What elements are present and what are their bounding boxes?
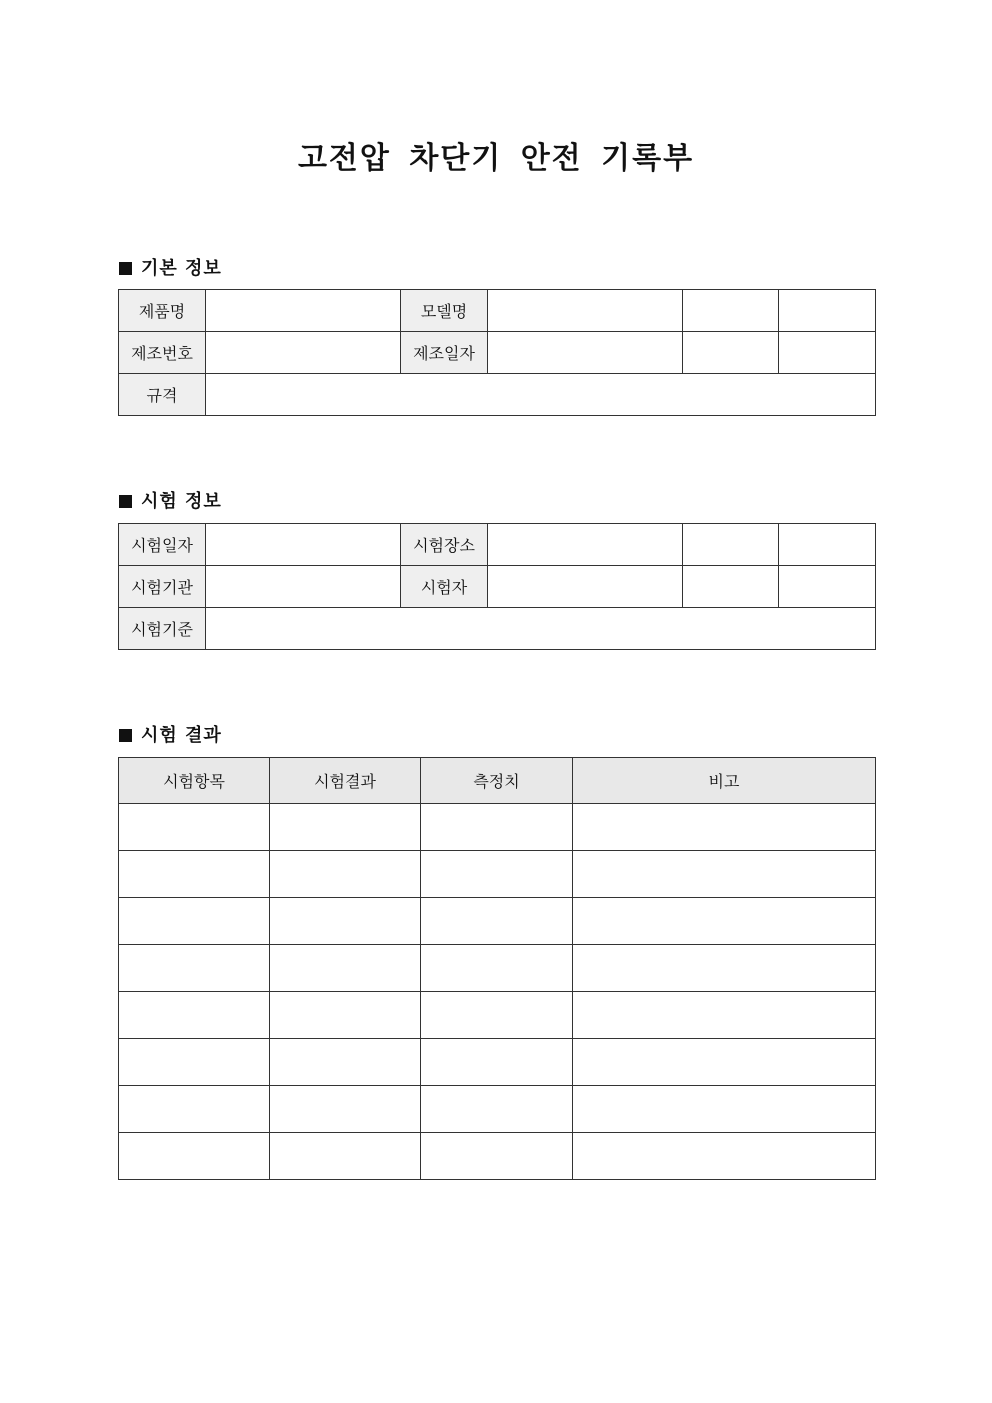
tester-label: 시험자 (401, 566, 488, 608)
table-row (119, 1039, 876, 1086)
table-cell[interactable] (270, 945, 421, 992)
basic-info-table (118, 289, 876, 416)
test-agency-field[interactable] (206, 566, 401, 608)
square-bullet-icon (119, 495, 132, 508)
square-bullet-icon (119, 262, 132, 275)
table-cell[interactable] (119, 1086, 270, 1133)
table-row (119, 945, 876, 992)
table-cell[interactable] (573, 898, 876, 945)
column-header-measured-value: 측정치 (421, 758, 573, 804)
column-header-test-result: 시험결과 (270, 758, 421, 804)
product-name-label: 제품명 (119, 290, 206, 332)
blank-cell[interactable] (683, 566, 779, 608)
square-bullet-icon (119, 729, 132, 742)
table-cell[interactable] (573, 945, 876, 992)
serial-number-label: 제조번호 (119, 332, 206, 374)
test-date-field[interactable] (206, 524, 401, 566)
table-cell[interactable] (270, 898, 421, 945)
table-cell[interactable] (421, 992, 573, 1039)
table-cell[interactable] (119, 851, 270, 898)
test-info-table (118, 523, 876, 650)
test-standard-field[interactable] (206, 608, 876, 650)
table-row (119, 566, 876, 608)
table-row (119, 804, 876, 851)
table-row (119, 608, 876, 650)
basic-info-heading-text: 기본 정보 (141, 258, 222, 279)
blank-cell[interactable] (779, 290, 876, 332)
table-cell[interactable] (119, 1133, 270, 1180)
blank-cell[interactable] (683, 332, 779, 374)
blank-cell[interactable] (779, 332, 876, 374)
table-header-row (119, 758, 876, 804)
table-cell[interactable] (421, 851, 573, 898)
table-cell[interactable] (573, 1086, 876, 1133)
spec-label: 규격 (119, 374, 206, 416)
table-row (119, 898, 876, 945)
table-cell[interactable] (270, 1133, 421, 1180)
basic-info-heading (119, 254, 222, 280)
table-row (119, 290, 876, 332)
test-info-heading-text: 시험 정보 (141, 491, 222, 512)
column-header-test-item: 시험항목 (119, 758, 270, 804)
table-cell[interactable] (119, 992, 270, 1039)
table-row (119, 851, 876, 898)
table-cell[interactable] (573, 992, 876, 1039)
table-cell[interactable] (573, 851, 876, 898)
document-title: 고전압 차단기 안전 기록부 (297, 141, 695, 176)
table-cell[interactable] (421, 1086, 573, 1133)
table-row (119, 992, 876, 1039)
column-header-remarks: 비고 (573, 758, 876, 804)
table-cell[interactable] (421, 1133, 573, 1180)
blank-cell[interactable] (683, 290, 779, 332)
table-cell[interactable] (573, 1133, 876, 1180)
test-location-label: 시험장소 (401, 524, 488, 566)
table-cell[interactable] (270, 851, 421, 898)
test-standard-label: 시험기준 (119, 608, 206, 650)
test-results-heading (119, 721, 222, 747)
table-cell[interactable] (573, 1039, 876, 1086)
test-location-field[interactable] (488, 524, 683, 566)
product-name-field[interactable] (206, 290, 401, 332)
blank-cell[interactable] (779, 524, 876, 566)
spec-field[interactable] (206, 374, 876, 416)
table-row (119, 524, 876, 566)
table-cell[interactable] (119, 945, 270, 992)
table-cell[interactable] (421, 945, 573, 992)
table-cell[interactable] (119, 898, 270, 945)
test-info-heading (119, 487, 222, 513)
table-cell[interactable] (270, 804, 421, 851)
table-row (119, 374, 876, 416)
table-cell[interactable] (573, 804, 876, 851)
table-row (119, 332, 876, 374)
table-row (119, 1086, 876, 1133)
table-cell[interactable] (270, 992, 421, 1039)
manufacture-date-label: 제조일자 (401, 332, 488, 374)
blank-cell[interactable] (779, 566, 876, 608)
table-row (119, 1133, 876, 1180)
table-cell[interactable] (119, 1039, 270, 1086)
blank-cell[interactable] (683, 524, 779, 566)
test-agency-label: 시험기관 (119, 566, 206, 608)
table-cell[interactable] (421, 1039, 573, 1086)
manufacture-date-field[interactable] (488, 332, 683, 374)
table-cell[interactable] (119, 804, 270, 851)
model-name-label: 모델명 (401, 290, 488, 332)
table-cell[interactable] (270, 1039, 421, 1086)
serial-number-field[interactable] (206, 332, 401, 374)
test-results-heading-text: 시험 결과 (141, 725, 222, 746)
model-name-field[interactable] (488, 290, 683, 332)
table-cell[interactable] (421, 898, 573, 945)
table-cell[interactable] (421, 804, 573, 851)
test-results-table (118, 757, 876, 1180)
test-date-label: 시험일자 (119, 524, 206, 566)
table-cell[interactable] (270, 1086, 421, 1133)
tester-field[interactable] (488, 566, 683, 608)
